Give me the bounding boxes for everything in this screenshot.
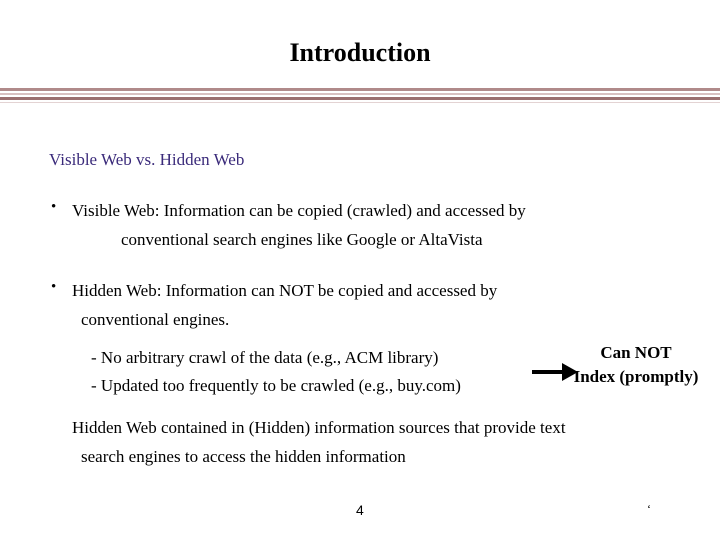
title-divider [0,88,720,91]
slide-title: Introduction [289,38,431,67]
corner-mark: ‘ [647,502,651,516]
title-divider [0,97,720,100]
bullet-icon: • [51,279,57,295]
bullet-icon: • [51,199,57,215]
title-divider [0,102,720,103]
sub-point-no-crawl: - No arbitrary crawl of the data (e.g., ACM library) [91,348,439,367]
bullet-visible-web-line2: conventional search engines like Google or AltaVista [121,230,483,249]
closing-line2: search engines to access the hidden information [81,447,406,466]
bullet-hidden-web-line1: Hidden Web: Information can NOT be copied and accessed by [72,281,498,300]
result-line1: Can NOT [600,343,672,362]
bullet-visible-web-line1: Visible Web: Information can be copied (crawled) and accessed by [72,201,526,220]
bullet-hidden-web-line2: conventional engines. [81,310,230,329]
slide-subtitle: Visible Web vs. Hidden Web [49,150,245,169]
page-number: 4 [356,502,364,518]
title-divider [0,93,720,95]
result-line2: Index (promptly) [573,367,699,386]
closing-line1: Hidden Web contained in (Hidden) information sources that provide text [72,418,566,437]
sub-point-too-frequent: - Updated too frequently to be crawled (e.g., buy.com) [91,376,461,395]
